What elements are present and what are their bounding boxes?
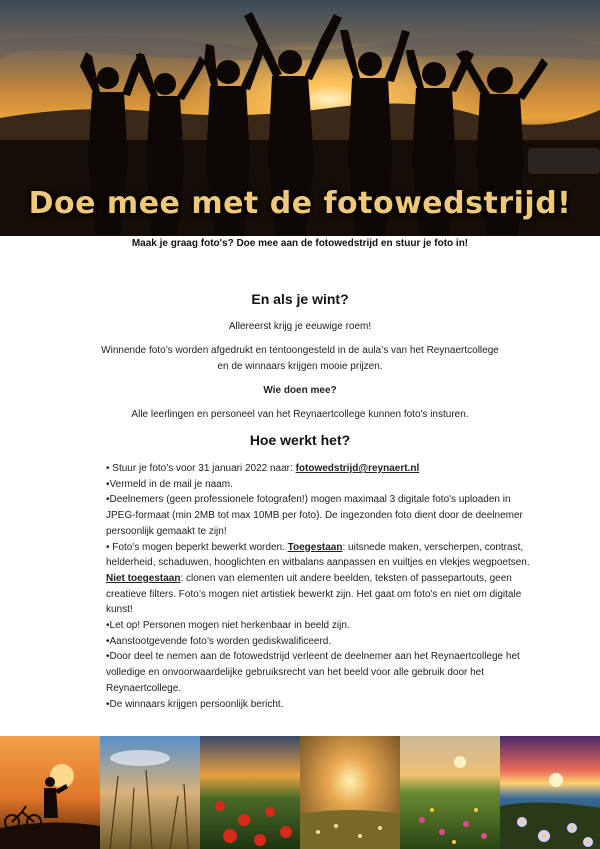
photo-poppies bbox=[200, 736, 300, 849]
list-item bbox=[106, 477, 536, 493]
list-item-text: Stuur je foto’s voor 31 januari 2022 naar: bbox=[112, 463, 296, 474]
photo-sunburst-field bbox=[300, 736, 400, 849]
hero-banner bbox=[0, 0, 600, 236]
heading-who: Wie doen mee? bbox=[263, 385, 337, 396]
list-item-text: : clonen van elementen uit andere beelden, teksten of passepartouts, geen creatieve filters. Foto’s mogen niet artistiek bewerkt zijn. Het gaat om foto's en niet om digitale kunst! bbox=[106, 572, 522, 616]
list-item-text: Vermeld in de mail je naam. bbox=[109, 478, 233, 490]
keyword-not-allowed: Niet toegestaan bbox=[106, 572, 181, 584]
photo-grass-sky bbox=[100, 736, 200, 849]
email-link[interactable]: fotowedstrijd@reynaert.nl bbox=[295, 463, 420, 474]
heading-how: Hoe werkt het? bbox=[249, 432, 351, 448]
photo-daisies-sea bbox=[500, 736, 600, 849]
list-item-text: Foto's mogen beperkt bewerkt worden. bbox=[112, 541, 288, 553]
list-item-text: : uitsnede maken, verscherpen, contrast, helderheid, schaduwen, hooglichten en witbalans aanpassen en vuiltjes en vlekjes wegpoetsen. bbox=[106, 541, 530, 569]
list-item bbox=[106, 492, 536, 539]
list-item bbox=[106, 697, 536, 713]
who-paragraph: Alle leerlingen en personeel van het Reynaertcollege kunnen foto's insturen. bbox=[131, 409, 469, 420]
win-paragraph-1: Allereerst krijg je eeuwige roem! bbox=[228, 321, 372, 332]
list-item bbox=[106, 461, 536, 477]
rules-list bbox=[106, 461, 536, 712]
list-item-text: Let op! Personen mogen niet herkenbaar in beeld zijn. bbox=[109, 620, 350, 632]
subtitle: Maak je graag foto's? Doe mee aan de fotowedstrijd en stuur je foto in! bbox=[131, 238, 469, 249]
photo-strip bbox=[0, 736, 600, 849]
photo-wildflowers bbox=[400, 736, 500, 849]
list-item bbox=[106, 649, 536, 696]
list-item bbox=[106, 634, 536, 650]
list-item-text: Aanstootgevende foto’s worden gediskwalificeerd. bbox=[109, 635, 332, 647]
photo-photographer-bike bbox=[0, 736, 100, 849]
list-item bbox=[106, 540, 536, 619]
win-paragraph-2-line-1: Winnende foto’s worden afgedrukt en tentoongesteld in de aula’s van het Reynaertcollege bbox=[101, 345, 499, 356]
list-item-text: Door deel te nemen aan de fotowedstrijd verleent de deelnemer aan het Reynaertcollege het volledige en onvoorwaardelijke gebruiksrecht van het beeld voor alle gebruik door het Reynaertcollege. bbox=[106, 651, 520, 694]
hero-title: Doe mee met de fotowedstrijd! bbox=[28, 186, 572, 221]
keyword-allowed: Toegestaan bbox=[287, 541, 343, 553]
list-item-text: De winnaars krijgen persoonlijk bericht. bbox=[109, 698, 284, 710]
list-item bbox=[106, 618, 536, 634]
win-paragraph-2-line-2: en de winnaars krijgen mooie prijzen. bbox=[217, 361, 383, 372]
heading-win: En als je wint? bbox=[251, 291, 349, 307]
list-item-text: Deelnemers (geen professionele fotografen!) mogen maximaal 3 digitale foto's uploaden in JPEG-formaat (min 2MB tot max 10MB per foto). De ingezonden foto dient door de deelnemer persoonlijk gemaakt te zijn! bbox=[106, 494, 523, 537]
